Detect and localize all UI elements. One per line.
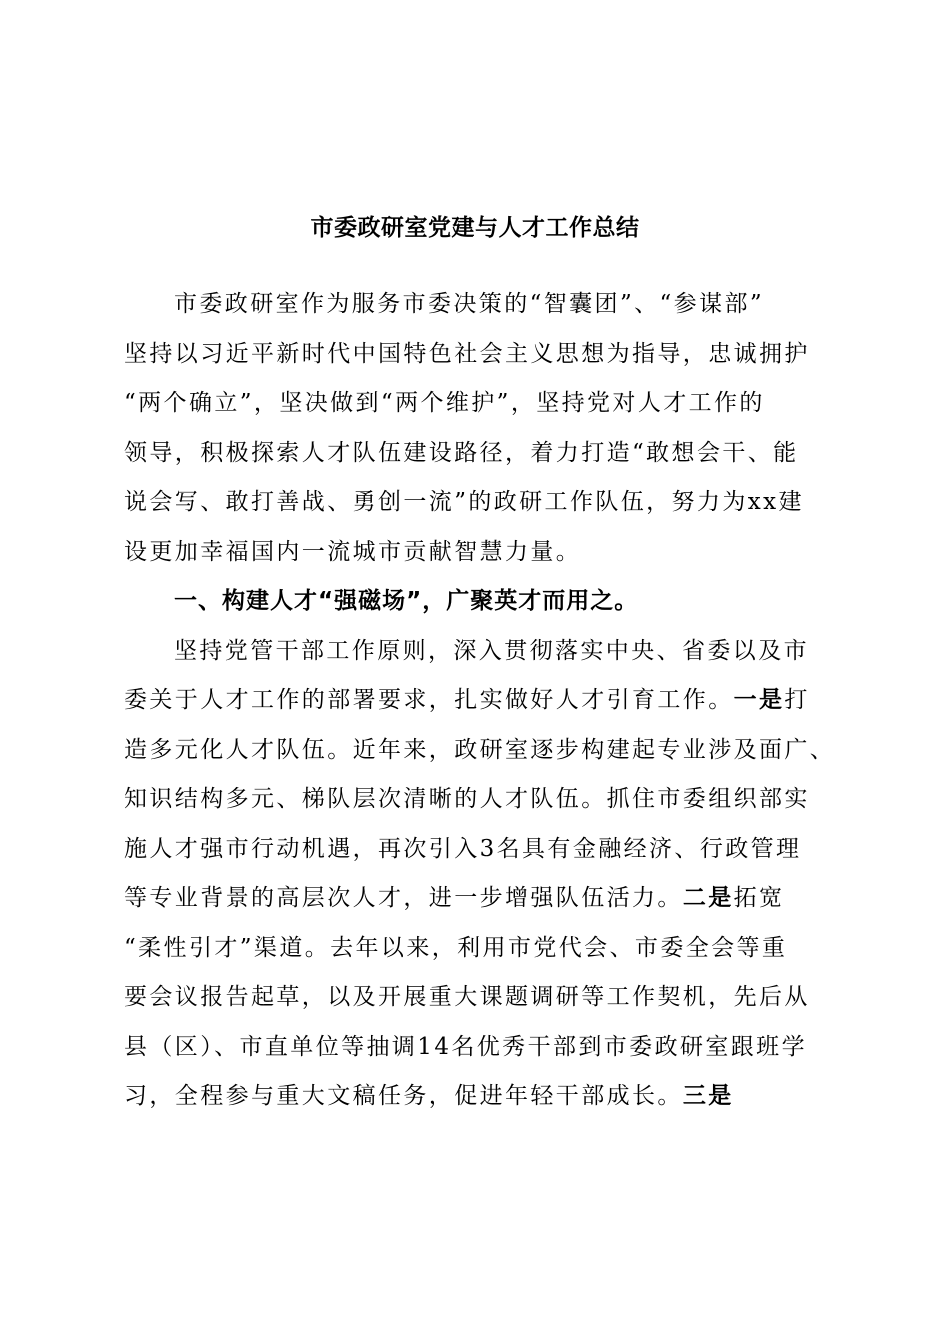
keyword-first: 一是 bbox=[733, 687, 785, 713]
paragraph-line: 施人才强市行动机遇，再次引入3名具有金融经济、行政管理 bbox=[124, 835, 802, 862]
paragraph-line: 领导，积极探索人才队伍建设路径，着力打造“敢想会干、能 bbox=[124, 439, 799, 466]
document-body bbox=[124, 280, 836, 1122]
section-heading: 一、构建人才“强磁场”，广聚英才而用之。 bbox=[174, 588, 639, 614]
paragraph-line: “两个确立”，坚决做到“两个维护”，坚持党对人才工作的 bbox=[124, 390, 765, 416]
paragraph-line: 坚持党管干部工作原则，深入贯彻落实中央、省委以及市 bbox=[174, 637, 809, 664]
document-title: 市委政研室党建与人才工作总结 bbox=[310, 215, 640, 241]
paragraph-line: 知识结构多元、梯队层次清晰的人才队伍。抓住市委组织部实 bbox=[124, 786, 810, 812]
paragraph-line: “柔性引才”渠道。去年以来，利用市党代会、市委全会等重 bbox=[124, 934, 788, 961]
paragraph-line: 说会写、敢打善战、勇创一流”的政研工作队伍，努力为xx建 bbox=[124, 489, 804, 515]
keyword-third: 三是 bbox=[682, 1083, 734, 1109]
line-text: 打 bbox=[784, 687, 810, 713]
paragraph-line bbox=[124, 1072, 828, 1122]
keyword-second: 二是 bbox=[682, 885, 734, 911]
paragraph-line: 市委政研室作为服务市委决策的“智囊团”、“参谋部” bbox=[174, 291, 765, 317]
paragraph-line: 造多元化人才队伍。近年来，政研室逐步构建起专业涉及面广、 bbox=[124, 736, 836, 763]
line-text: 等专业背景的高层次人才，进一步增强队伍活力。 bbox=[124, 885, 683, 911]
paragraph-line bbox=[124, 874, 828, 924]
paragraph-line: 设更加幸福国内一流城市贡献智慧力量。 bbox=[124, 538, 582, 565]
line-text: 委关于人才工作的部署要求，扎实做好人才引育工作。 bbox=[124, 687, 734, 713]
paragraph-line bbox=[124, 676, 828, 726]
paragraph-line: 要会议报告起草，以及开展重大课题调研等工作契机，先后从 bbox=[124, 984, 810, 1010]
line-text: 拓宽 bbox=[733, 885, 785, 911]
line-text: 习，全程参与重大文稿任务，促进年轻干部成长。 bbox=[124, 1083, 683, 1109]
paragraph-line: 坚持以习近平新时代中国特色社会主义思想为指导，忠诚拥护 bbox=[124, 340, 810, 367]
paragraph-line: 县（区）、市直单位等抽调14名优秀干部到市委政研室跟班学 bbox=[124, 1033, 807, 1060]
